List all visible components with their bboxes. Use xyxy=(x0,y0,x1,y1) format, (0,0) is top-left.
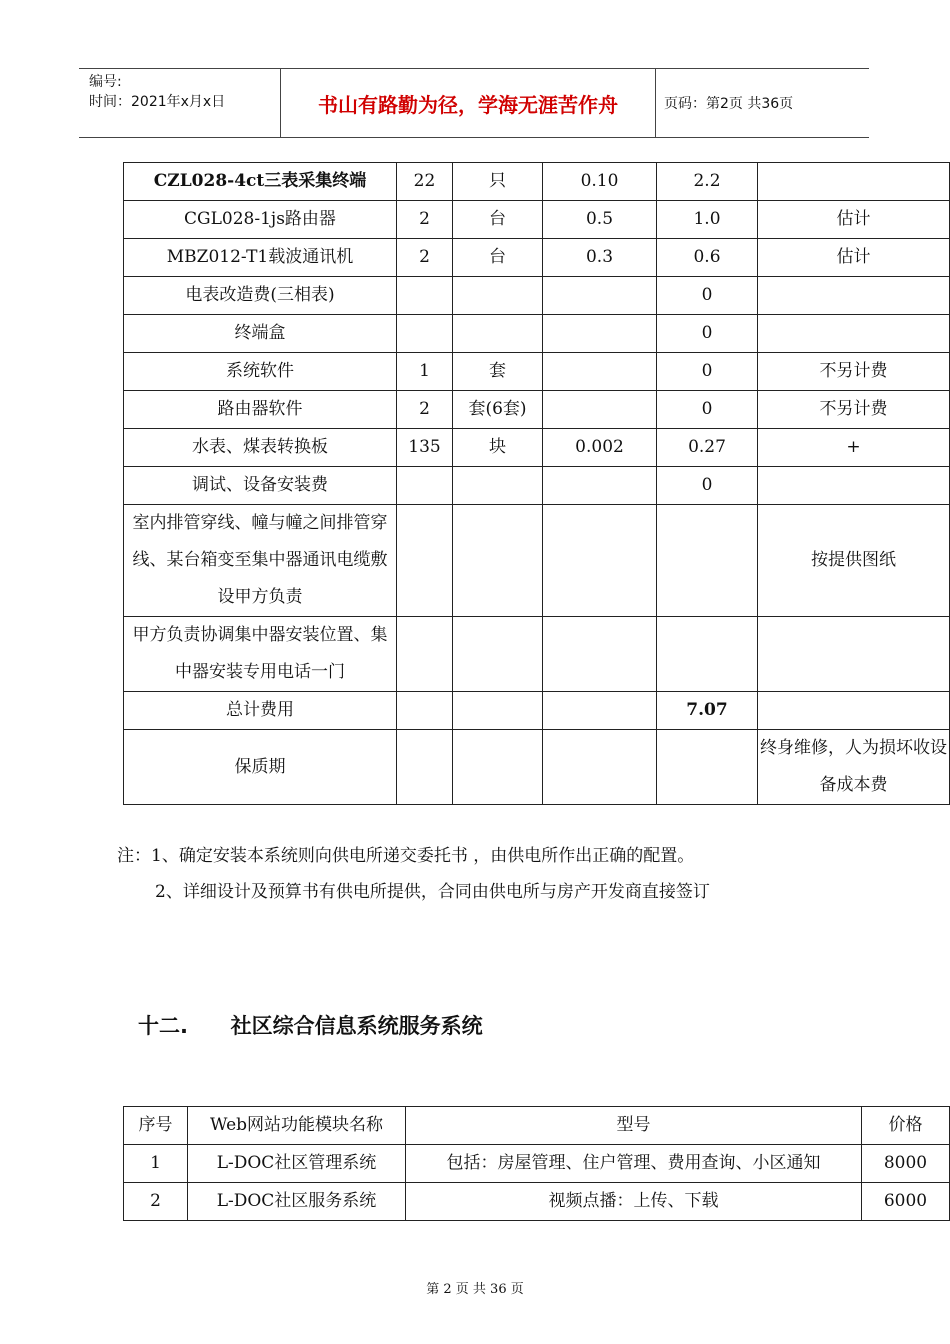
table-cell: 135 xyxy=(397,429,453,467)
table-cell xyxy=(453,505,543,617)
table-cell: 0 xyxy=(657,391,758,429)
table-cell xyxy=(758,617,950,692)
table-cell: 保质期 xyxy=(124,730,397,805)
column-header: Web网站功能模块名称 xyxy=(188,1107,406,1145)
table-cell: 2 xyxy=(397,201,453,239)
table-row xyxy=(124,429,950,467)
column-header: 序号 xyxy=(124,1107,188,1145)
table-cell xyxy=(657,505,758,617)
table-row xyxy=(124,239,950,277)
table-row xyxy=(124,730,950,805)
header-motto: 书山有路勤为径，学海无涯苦作舟 xyxy=(280,69,656,137)
table-row xyxy=(124,353,950,391)
table-cell xyxy=(543,505,657,617)
table-cell: 水表、煤表转换板 xyxy=(124,429,397,467)
table-cell: 1 xyxy=(124,1145,188,1183)
table-cell xyxy=(453,277,543,315)
table-cell: 套 xyxy=(453,353,543,391)
table-cell: L-DOC社区服务系统 xyxy=(188,1183,406,1221)
table-cell: 2.2 xyxy=(657,163,758,201)
table-cell: 台 xyxy=(453,201,543,239)
table-cell xyxy=(758,692,950,730)
section-title: 社区综合信息系统服务系统 xyxy=(230,1014,483,1038)
table-cell xyxy=(543,467,657,505)
table-cell: 系统软件 xyxy=(124,353,397,391)
table-row xyxy=(124,315,950,353)
table-cell: 2 xyxy=(124,1183,188,1221)
table-cell xyxy=(453,692,543,730)
table-cell: 视频点播：上传、下载 xyxy=(406,1183,862,1221)
table-cell: L-DOC社区管理系统 xyxy=(188,1145,406,1183)
table-cell xyxy=(543,730,657,805)
table-cell xyxy=(657,617,758,692)
table-cell xyxy=(543,353,657,391)
table-cell: 0 xyxy=(657,277,758,315)
header-meta xyxy=(79,69,280,137)
table-row xyxy=(124,201,950,239)
table-cell xyxy=(397,692,453,730)
table-cell: 路由器软件 xyxy=(124,391,397,429)
table-cell: 6000 xyxy=(862,1183,950,1221)
table-cell: 1.0 xyxy=(657,201,758,239)
table-cell xyxy=(543,617,657,692)
table-cell: 不另计费 xyxy=(758,353,950,391)
table-cell: 0.6 xyxy=(657,239,758,277)
table-cell xyxy=(543,315,657,353)
table-cell: 2 xyxy=(397,391,453,429)
table-row xyxy=(124,1183,950,1221)
note-2: 2、详细设计及预算书有供电所提供，合同由供电所与房产开发商直接签订 xyxy=(155,882,710,902)
table-cell xyxy=(397,730,453,805)
header-page-info: 页码：第2页 共36页 xyxy=(664,96,794,112)
page-header xyxy=(79,68,869,138)
table-cell xyxy=(543,692,657,730)
table-cell: 2 xyxy=(397,239,453,277)
column-header: 型号 xyxy=(406,1107,862,1145)
table-cell: 包括：房屋管理、住户管理、费用查询、小区通知 xyxy=(406,1145,862,1183)
note-1: 注：1、确定安装本系统则向供电所递交委托书 ，由供电所作出正确的配置。 xyxy=(117,846,695,866)
table-row xyxy=(124,692,950,730)
table-cell: 0.27 xyxy=(657,429,758,467)
table-cell xyxy=(397,617,453,692)
table-cell xyxy=(397,467,453,505)
table-cell xyxy=(543,391,657,429)
table-cell xyxy=(758,163,950,201)
table-cell xyxy=(397,315,453,353)
equipment-cost-table xyxy=(123,162,950,805)
table-cell: 台 xyxy=(453,239,543,277)
table-row xyxy=(124,163,950,201)
section-heading xyxy=(138,1010,483,1040)
table-row xyxy=(124,617,950,692)
table-row xyxy=(124,1145,950,1183)
table-cell xyxy=(543,277,657,315)
table-cell: 终端盒 xyxy=(124,315,397,353)
table-cell: 套(6套) xyxy=(453,391,543,429)
table-cell: MBZ012-T1载波通讯机 xyxy=(124,239,397,277)
table-cell xyxy=(758,315,950,353)
code-label: 编号: xyxy=(89,74,122,90)
table-cell: CGL028-1js路由器 xyxy=(124,201,397,239)
table-cell: 22 xyxy=(397,163,453,201)
table-cell: + xyxy=(758,429,950,467)
table-cell: 调试、设备安装费 xyxy=(124,467,397,505)
column-header: 价格 xyxy=(862,1107,950,1145)
table-cell: 0.3 xyxy=(543,239,657,277)
table-cell: 8000 xyxy=(862,1145,950,1183)
table-cell: 甲方负责协调集中器安装位置、集中器安装专用电话一门 xyxy=(124,617,397,692)
table-cell: 只 xyxy=(453,163,543,201)
table-cell: 1 xyxy=(397,353,453,391)
table-cell: 块 xyxy=(453,429,543,467)
table-cell: 估计 xyxy=(758,239,950,277)
table-cell xyxy=(758,277,950,315)
table-cell: 终身维修，人为损坏收设备成本费 xyxy=(758,730,950,805)
table-row xyxy=(124,505,950,617)
table-cell: 按提供图纸 xyxy=(758,505,950,617)
table-cell xyxy=(453,467,543,505)
page-footer: 第 2 页 共 36 页 xyxy=(426,1282,524,1297)
table-cell: 0.5 xyxy=(543,201,657,239)
table-cell xyxy=(453,730,543,805)
table-cell: CZL028-4ct三表采集终端 xyxy=(124,163,397,201)
time-label: 时间：2021年x月x日 xyxy=(89,94,226,110)
table-cell: 电表改造费(三相表) xyxy=(124,277,397,315)
table-row xyxy=(124,467,950,505)
table-cell: 0 xyxy=(657,467,758,505)
web-modules-table xyxy=(123,1106,950,1221)
table-cell: 0.002 xyxy=(543,429,657,467)
table-cell: 室内排管穿线、幢与幢之间排管穿线、某台箱变至集中器通讯电缆敷设甲方负责 xyxy=(124,505,397,617)
table-cell: 0 xyxy=(657,315,758,353)
table-cell xyxy=(397,277,453,315)
table-cell xyxy=(453,617,543,692)
table-cell: 不另计费 xyxy=(758,391,950,429)
section-number: 十二. xyxy=(138,1014,188,1038)
table-cell xyxy=(657,730,758,805)
table-row xyxy=(124,277,950,315)
table-cell: 总计费用 xyxy=(124,692,397,730)
table-cell xyxy=(397,505,453,617)
table-cell xyxy=(758,467,950,505)
table-cell xyxy=(453,315,543,353)
table-cell: 7.07 xyxy=(657,692,758,730)
table-cell: 0.10 xyxy=(543,163,657,201)
table-cell: 0 xyxy=(657,353,758,391)
table-header-row xyxy=(124,1107,950,1145)
table-row xyxy=(124,391,950,429)
table-cell: 估计 xyxy=(758,201,950,239)
